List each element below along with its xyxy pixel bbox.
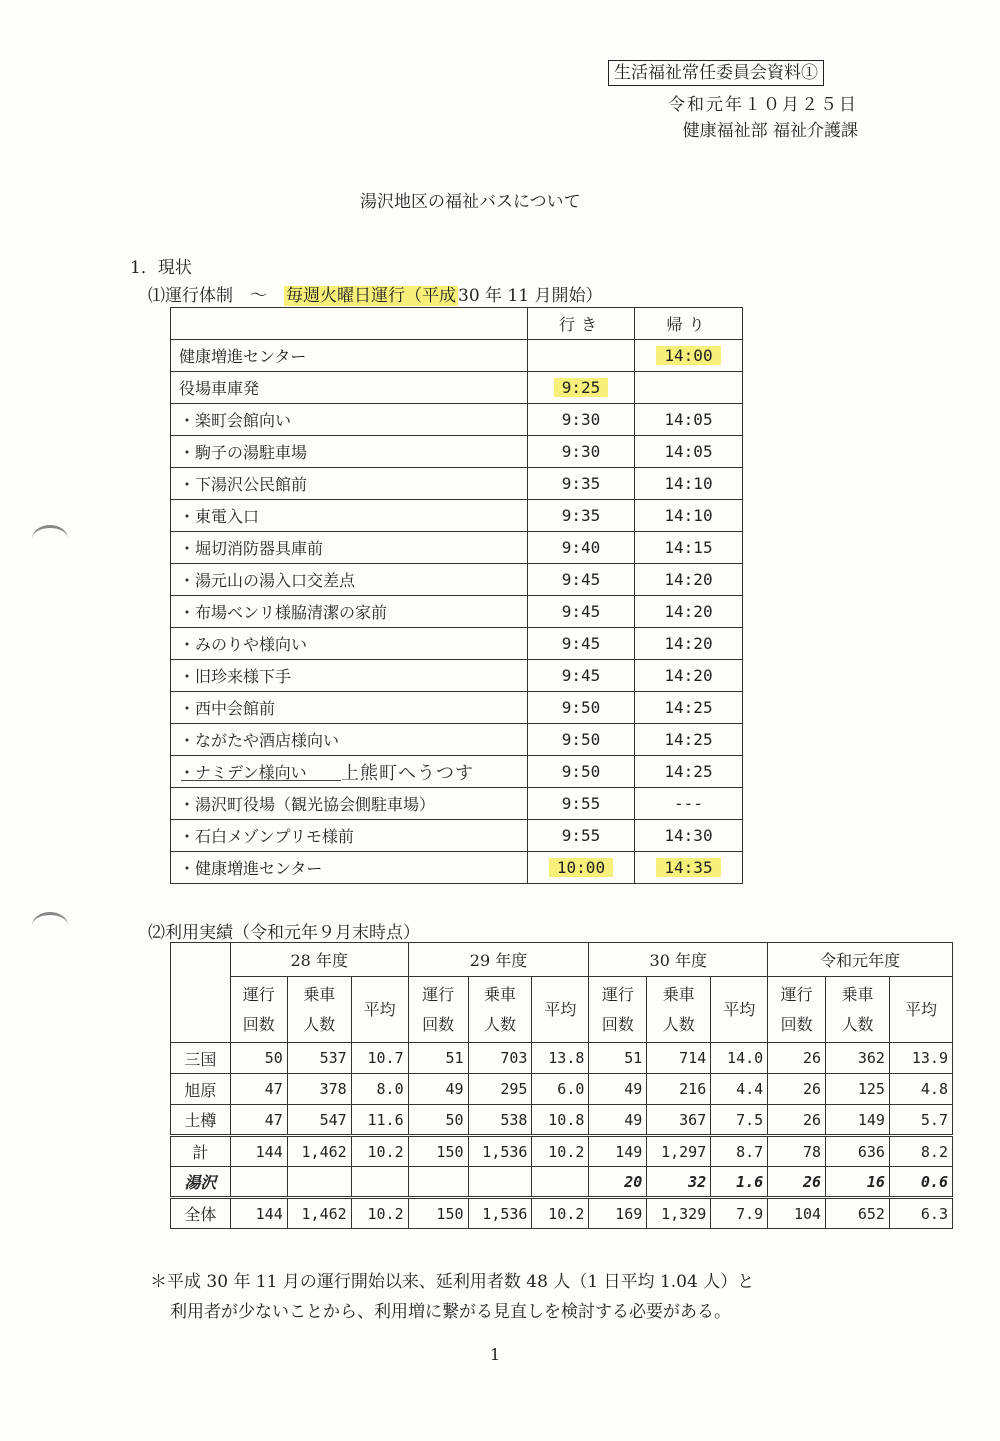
stop-label: ・下湯沢公民館前 (179, 475, 308, 494)
usage-value: 4.4 (711, 1074, 768, 1105)
handwritten-underline (181, 780, 341, 781)
area-name: 計 (171, 1136, 231, 1167)
go-time: 9:50 (561, 730, 601, 749)
back-time: 14:10 (664, 474, 713, 493)
avg-header: 平均 (532, 977, 589, 1043)
return-time (635, 404, 743, 436)
stop-name (171, 852, 528, 884)
stop-label: ・堀切消防器具庫前 (179, 539, 324, 558)
departure-time (528, 436, 635, 468)
usage-value (532, 1167, 589, 1198)
usage-value: 49 (408, 1074, 468, 1105)
stop-label: ・ながたや酒店様向い (179, 731, 340, 750)
timetable-row (171, 404, 743, 436)
subsection-operation (148, 281, 602, 306)
return-time (635, 660, 743, 692)
subheader-row (171, 977, 953, 1043)
back-time: 14:30 (664, 826, 713, 845)
usage-value: 295 (468, 1074, 532, 1105)
stop-label: ・健康増進センター (179, 859, 323, 878)
usage-value: 547 (287, 1105, 351, 1136)
return-time (635, 436, 743, 468)
riders-header: 乗車 人数 (468, 977, 532, 1043)
timetable-row (171, 340, 743, 372)
usage-row (171, 1167, 953, 1198)
runs-header: 運行 回数 (768, 977, 826, 1043)
punch-hole-top (32, 525, 68, 552)
year-header: 28 年度 (230, 943, 408, 977)
document-label: 生活福祉常任委員会資料① (608, 60, 824, 86)
timetable-row (171, 564, 743, 596)
timetable-row (171, 788, 743, 820)
usage-value: 362 (826, 1043, 890, 1074)
section-heading: 1．現状 (130, 258, 192, 278)
stop-label: ・湯元山の湯入口交差点 (179, 571, 356, 590)
timetable-row (171, 596, 743, 628)
usage-value: 8.7 (711, 1136, 768, 1167)
return-time (635, 340, 743, 372)
usage-value: 7.9 (711, 1198, 768, 1229)
usage-value: 1,536 (468, 1198, 532, 1229)
usage-row (171, 1105, 953, 1136)
usage-value: 26 (768, 1074, 826, 1105)
usage-row (171, 1136, 953, 1167)
usage-value: 14.0 (711, 1043, 768, 1074)
return-time (635, 852, 743, 884)
header-back: 帰り (635, 308, 743, 340)
area-name: 全体 (171, 1198, 231, 1229)
timetable (170, 307, 743, 884)
back-time: 14:15 (664, 538, 713, 557)
usage-value: 8.0 (351, 1074, 408, 1105)
usage-value: 149 (589, 1136, 647, 1167)
timetable-row (171, 468, 743, 500)
back-time: 14:25 (664, 730, 713, 749)
usage-value (408, 1167, 468, 1198)
back-time: 14:35 (656, 858, 720, 877)
return-time (635, 564, 743, 596)
stop-name (171, 340, 528, 372)
departure-time (528, 596, 635, 628)
usage-value: 10.2 (351, 1198, 408, 1229)
usage-value: 144 (230, 1198, 287, 1229)
usage-value: 150 (408, 1198, 468, 1229)
back-time: 14:20 (664, 666, 713, 685)
go-time: 9:25 (554, 378, 609, 397)
note-line-2: 利用者が少ないことから、利用増に繋がる見直しを検討する必要がある。 (170, 1302, 731, 1322)
usage-value: 150 (408, 1136, 468, 1167)
stop-name (171, 724, 528, 756)
usage-value: 10.2 (532, 1136, 589, 1167)
usage-value: 4.8 (889, 1074, 952, 1105)
departure-time (528, 340, 635, 372)
usage-value: 8.2 (889, 1136, 952, 1167)
usage-value: 6.0 (532, 1074, 589, 1105)
stop-name (171, 596, 528, 628)
usage-value: 537 (287, 1043, 351, 1074)
back-time: 14:25 (664, 698, 713, 717)
return-time (635, 820, 743, 852)
back-time: --- (674, 794, 703, 813)
departure-time (528, 660, 635, 692)
riders-header: 乗車 人数 (647, 977, 711, 1043)
usage-value: 50 (408, 1105, 468, 1136)
departure-time (528, 692, 635, 724)
year-header: 令和元年度 (768, 943, 953, 977)
usage-value: 0.6 (889, 1167, 952, 1198)
stop-label: 健康増進センター (179, 347, 307, 366)
area-name: 土樽 (171, 1105, 231, 1136)
usage-value (468, 1167, 532, 1198)
stop-label: ・東電入口 (179, 507, 260, 526)
usage-value (287, 1167, 351, 1198)
usage-value: 1,297 (647, 1136, 711, 1167)
stop-label: ・駒子の湯駐車場 (179, 443, 308, 462)
return-time (635, 788, 743, 820)
usage-value: 51 (408, 1043, 468, 1074)
stop-name (171, 756, 528, 788)
stop-name (171, 500, 528, 532)
back-time: 14:00 (656, 346, 720, 365)
usage-value: 49 (589, 1074, 647, 1105)
return-time (635, 468, 743, 500)
go-time: 9:55 (561, 826, 601, 845)
go-time: 9:45 (561, 634, 601, 653)
back-time: 14:05 (664, 442, 713, 461)
departure-time (528, 820, 635, 852)
usage-value: 10.2 (351, 1136, 408, 1167)
usage-value: 26 (768, 1167, 826, 1198)
document-title: 湯沢地区の福祉バスについて (360, 192, 581, 212)
note (150, 1267, 880, 1327)
stop-name (171, 628, 528, 660)
usage-value: 636 (826, 1136, 890, 1167)
runs-header: 運行 回数 (408, 977, 468, 1043)
timetable-row (171, 372, 743, 404)
usage-value (230, 1167, 287, 1198)
stop-label: ・旧珍来様下手 (179, 667, 292, 686)
stop-name (171, 564, 528, 596)
handwritten-note: 上熊町へうつす (341, 763, 474, 784)
timetable-row (171, 500, 743, 532)
sub1-rest: 30 年 11 月開始） (458, 286, 603, 306)
runs-header: 運行 回数 (589, 977, 647, 1043)
usage-value: 538 (468, 1105, 532, 1136)
usage-value: 20 (589, 1167, 647, 1198)
stop-label: ・みのりや様向い (179, 635, 308, 654)
usage-value: 104 (768, 1198, 826, 1229)
timetable-header (171, 308, 743, 340)
avg-header: 平均 (351, 977, 408, 1043)
usage-value: 714 (647, 1043, 711, 1074)
timetable-row (171, 628, 743, 660)
usage-value: 7.5 (711, 1105, 768, 1136)
usage-value: 49 (589, 1105, 647, 1136)
year-header: 29 年度 (408, 943, 589, 977)
usage-value: 367 (647, 1105, 711, 1136)
subsection-usage: ⑵利用実績（令和元年９月末時点） (148, 923, 420, 943)
go-time: 9:45 (561, 666, 601, 685)
back-time: 14:20 (664, 634, 713, 653)
department: 健康福祉部 福祉介護課 (682, 121, 858, 141)
riders-header: 乗車 人数 (826, 977, 890, 1043)
avg-header: 平均 (889, 977, 952, 1043)
year-header-row (171, 943, 953, 977)
usage-value: 26 (768, 1043, 826, 1074)
back-time: 14:10 (664, 506, 713, 525)
area-name: 三国 (171, 1043, 231, 1074)
stop-name (171, 372, 528, 404)
page-number: 1 (490, 1345, 501, 1364)
go-time: 9:50 (561, 762, 601, 781)
area-name: 旭原 (171, 1074, 231, 1105)
go-time: 9:30 (561, 410, 601, 429)
usage-value: 47 (230, 1105, 287, 1136)
stop-name (171, 788, 528, 820)
usage-value: 50 (230, 1043, 287, 1074)
usage-row (171, 1198, 953, 1229)
sub1-highlight: 毎週火曜日運行（平成 (286, 286, 456, 306)
usage-value: 125 (826, 1074, 890, 1105)
usage-value: 703 (468, 1043, 532, 1074)
stop-name (171, 660, 528, 692)
return-time (635, 724, 743, 756)
timetable-row (171, 756, 743, 788)
go-time: 9:40 (561, 538, 601, 557)
usage-value: 1.6 (711, 1167, 768, 1198)
usage-value: 149 (826, 1105, 890, 1136)
departure-time (528, 564, 635, 596)
return-time (635, 532, 743, 564)
timetable-row (171, 852, 743, 884)
departure-time (528, 724, 635, 756)
usage-value: 1,462 (287, 1136, 351, 1167)
punch-hole-bottom (32, 912, 68, 939)
return-time (635, 692, 743, 724)
usage-value: 378 (287, 1074, 351, 1105)
stop-name (171, 468, 528, 500)
departure-time (528, 468, 635, 500)
stop-label: ・楽町会館向い (179, 411, 292, 430)
back-time: 14:20 (664, 570, 713, 589)
avg-header: 平均 (711, 977, 768, 1043)
go-time: 9:35 (561, 506, 601, 525)
departure-time (528, 500, 635, 532)
go-time: 9:45 (561, 602, 601, 621)
departure-time (528, 372, 635, 404)
back-time: 14:05 (664, 410, 713, 429)
corner-cell (171, 943, 231, 1043)
return-time (635, 596, 743, 628)
year-header: 30 年度 (589, 943, 768, 977)
usage-value: 652 (826, 1198, 890, 1229)
return-time (635, 756, 743, 788)
go-time: 10:00 (549, 858, 613, 877)
usage-value: 144 (230, 1136, 287, 1167)
go-time: 9:45 (561, 570, 601, 589)
usage-value: 47 (230, 1074, 287, 1105)
area-name: 湯沢 (171, 1167, 231, 1198)
usage-value: 10.2 (532, 1198, 589, 1229)
usage-row (171, 1043, 953, 1074)
usage-value: 16 (826, 1167, 890, 1198)
stop-label: 役場車庫発 (179, 379, 260, 398)
back-time: 14:20 (664, 602, 713, 621)
usage-value: 5.7 (889, 1105, 952, 1136)
departure-time (528, 852, 635, 884)
timetable-row (171, 820, 743, 852)
note-line-1: ＊平成 30 年 11 月の運行開始以来、延利用者数 48 人（1 日平均 1.04 人）と (150, 1272, 755, 1292)
departure-time (528, 628, 635, 660)
usage-value: 51 (589, 1043, 647, 1074)
go-time: 9:30 (561, 442, 601, 461)
stop-name (171, 532, 528, 564)
go-time: 9:55 (561, 794, 601, 813)
runs-header: 運行 回数 (230, 977, 287, 1043)
header-go: 行き (528, 308, 635, 340)
departure-time (528, 532, 635, 564)
departure-time (528, 404, 635, 436)
return-time (635, 500, 743, 532)
stop-label: ・布場ベンリ様脇清潔の家前 (179, 603, 388, 622)
timetable-row (171, 660, 743, 692)
usage-value: 26 (768, 1105, 826, 1136)
usage-value: 169 (589, 1198, 647, 1229)
stop-name (171, 436, 528, 468)
usage-value: 11.6 (351, 1105, 408, 1136)
stop-label: ・湯沢町役場（観光協会側駐車場） (179, 795, 436, 814)
usage-value: 13.8 (532, 1043, 589, 1074)
usage-value (351, 1167, 408, 1198)
usage-value: 32 (647, 1167, 711, 1198)
usage-value: 6.3 (889, 1198, 952, 1229)
stop-label: ・石白メゾンプリモ様前 (179, 827, 354, 846)
timetable-row (171, 724, 743, 756)
go-time: 9:35 (561, 474, 601, 493)
return-time (635, 628, 743, 660)
usage-value: 10.8 (532, 1105, 589, 1136)
usage-table (170, 942, 953, 1229)
sub1-prefix: ⑴運行体制 ～ (148, 286, 284, 306)
timetable-row (171, 692, 743, 724)
back-time: 14:25 (664, 762, 713, 781)
departure-time (528, 788, 635, 820)
stop-name (171, 404, 528, 436)
stop-label: ・西中会館前 (179, 699, 276, 718)
timetable-row (171, 436, 743, 468)
timetable-row (171, 532, 743, 564)
departure-time (528, 756, 635, 788)
usage-value: 1,536 (468, 1136, 532, 1167)
header-stop (171, 308, 528, 340)
stop-name (171, 820, 528, 852)
usage-value: 10.7 (351, 1043, 408, 1074)
usage-value: 216 (647, 1074, 711, 1105)
usage-row (171, 1074, 953, 1105)
document-date: 令和元年１０月２５日 (668, 95, 858, 115)
return-time (635, 372, 743, 404)
stop-name (171, 692, 528, 724)
usage-value: 1,329 (647, 1198, 711, 1229)
go-time: 9:50 (561, 698, 601, 717)
usage-value: 13.9 (889, 1043, 952, 1074)
usage-value: 78 (768, 1136, 826, 1167)
riders-header: 乗車 人数 (287, 977, 351, 1043)
stop-label: ・ナミデン様向い (179, 763, 307, 782)
usage-value: 1,462 (287, 1198, 351, 1229)
